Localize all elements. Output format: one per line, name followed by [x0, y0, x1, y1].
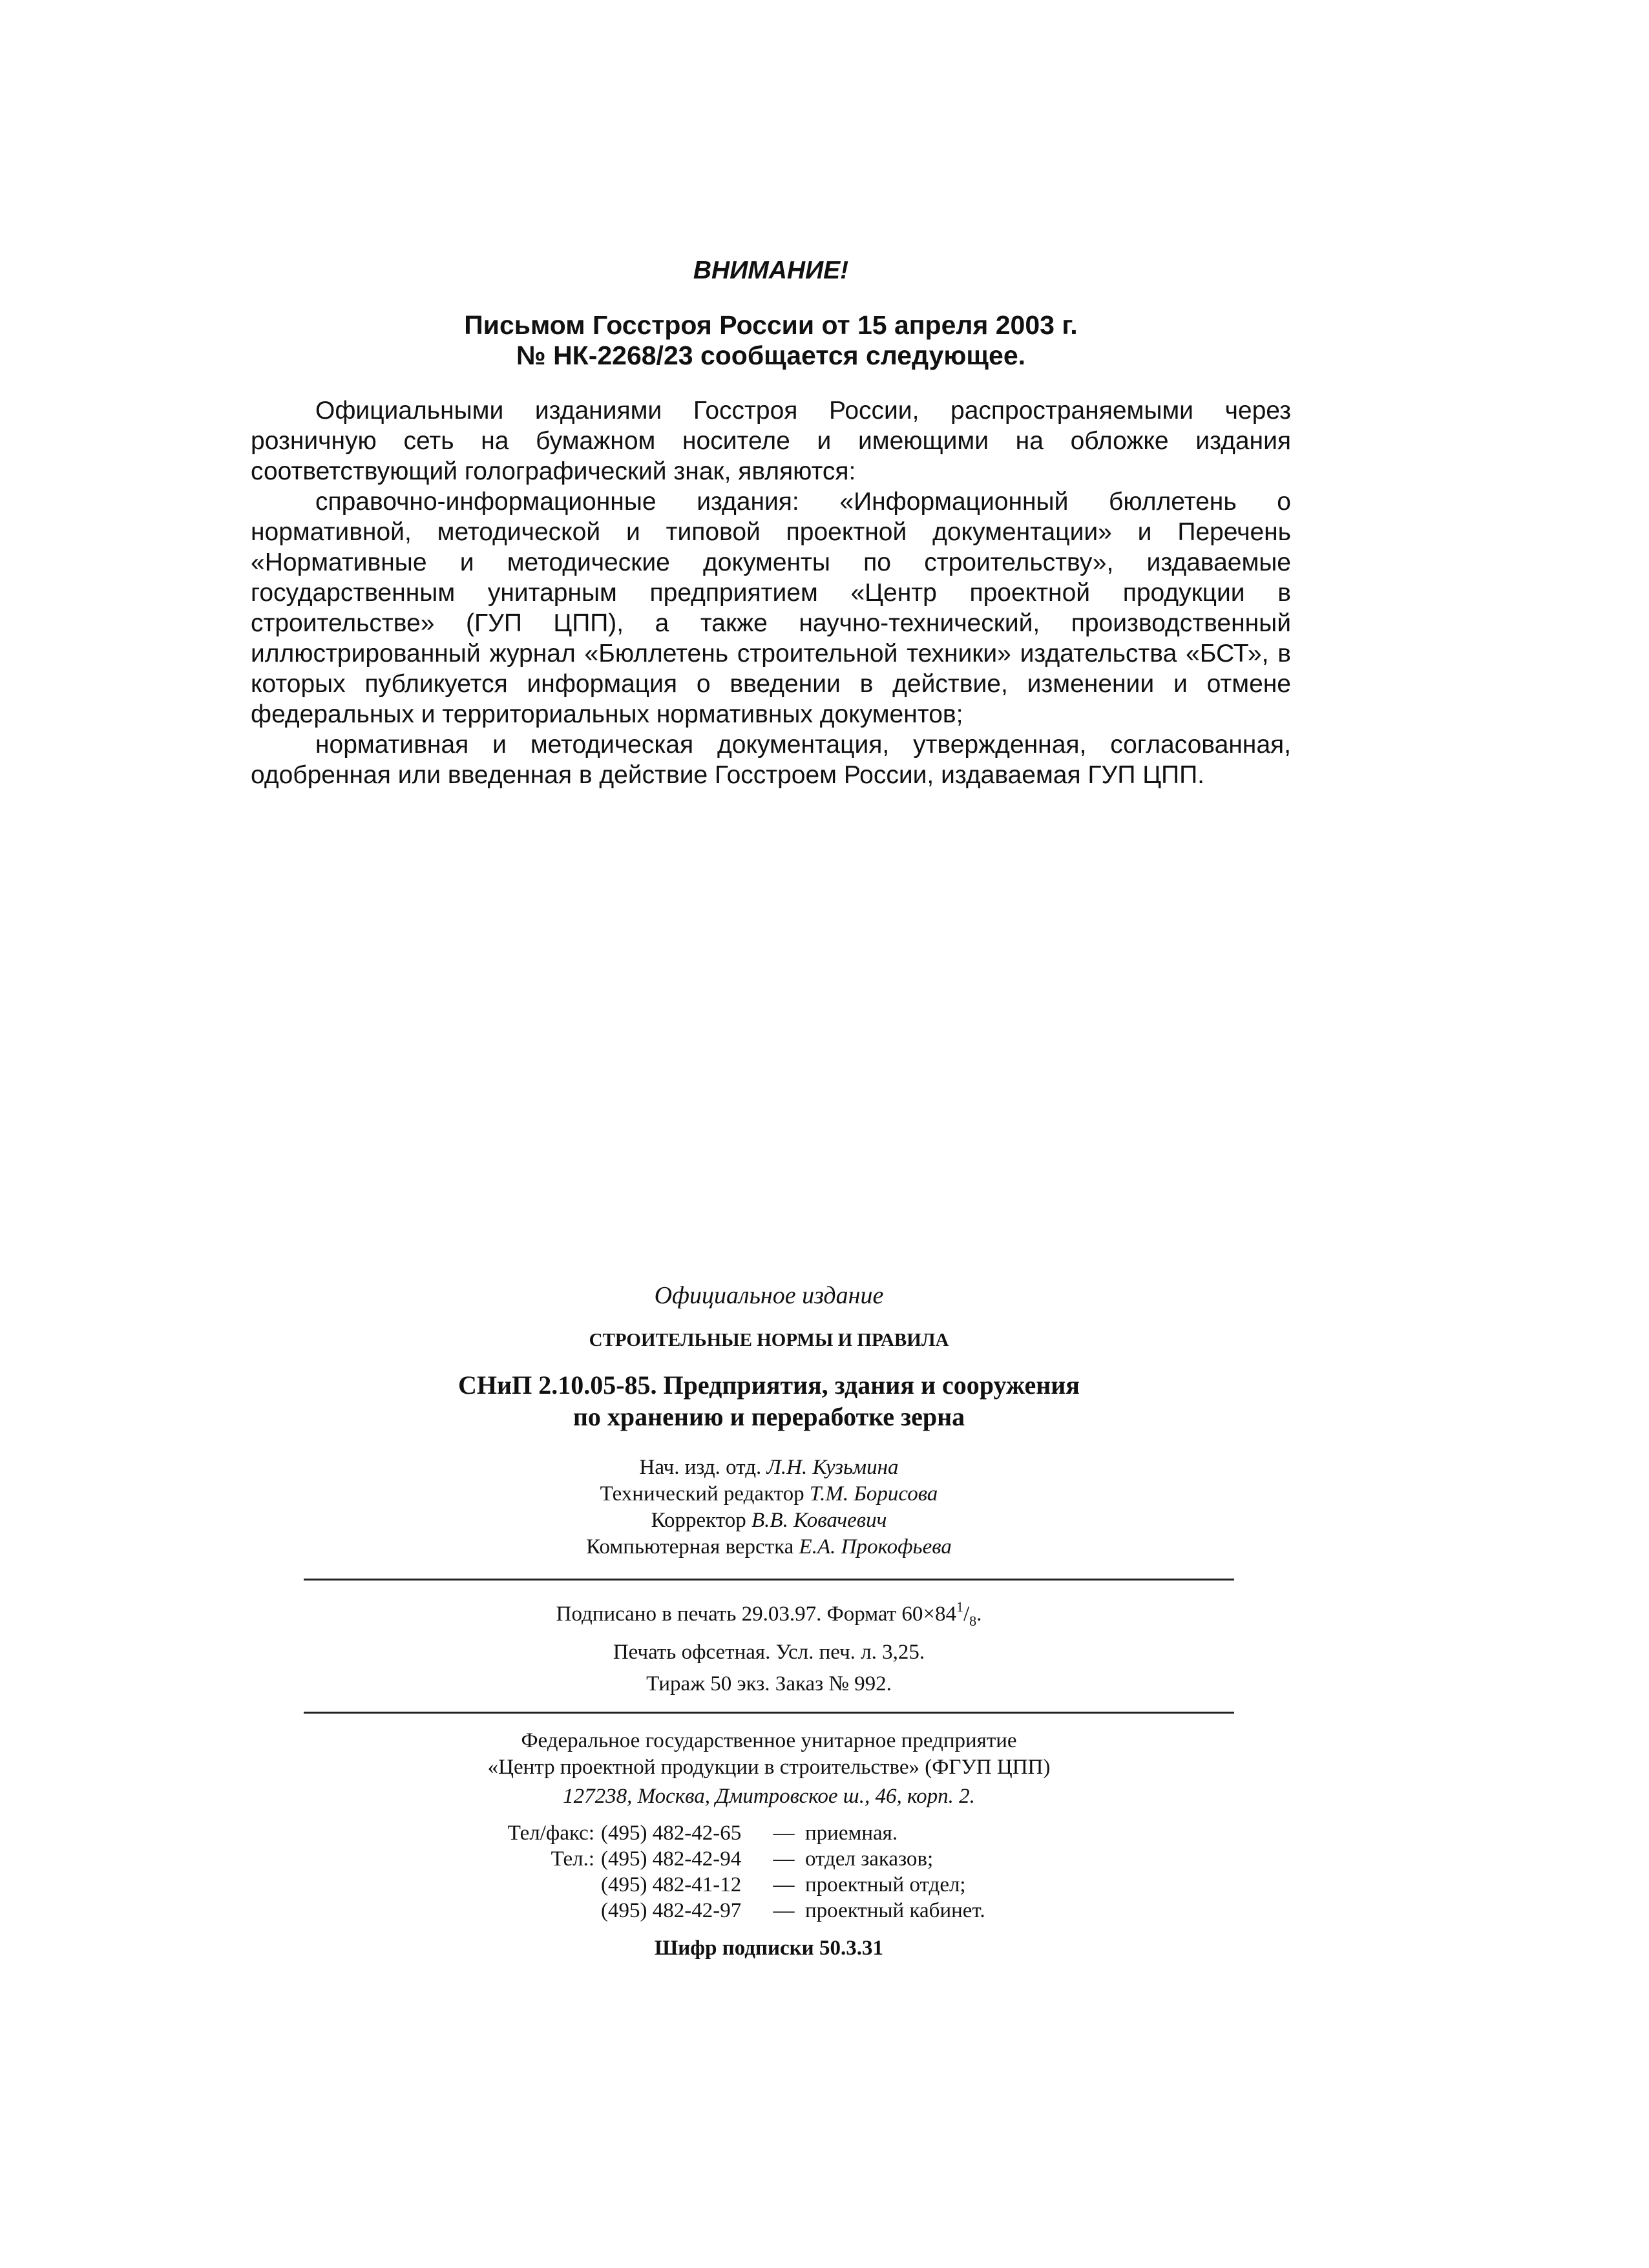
contact-row — [478, 1872, 1060, 1898]
document-title — [304, 1369, 1234, 1433]
signed-info — [304, 1591, 1234, 1637]
contact-description: проектный отдел; — [805, 1873, 966, 1896]
contact-dash: — — [773, 1822, 795, 1845]
staff-name: Т.М. Борисова — [809, 1482, 938, 1506]
format-numerator: 1 — [956, 1599, 963, 1615]
format-slash: / — [963, 1602, 970, 1626]
imprint-section — [304, 1283, 1234, 1962]
print-info — [304, 1580, 1234, 1712]
contact-dash: — — [773, 1899, 795, 1922]
series-label: СТРОИТЕЛЬНЫЕ НОРМЫ И ПРАВИЛА — [589, 1330, 949, 1350]
contact-phone: (495) 482-42-97 — [601, 1899, 742, 1922]
staff-row — [304, 1454, 1234, 1481]
publisher-line-1: Федеральное государственное унитарное предприятие — [521, 1729, 1017, 1752]
signed-text: Подписано в печать 29.03.97. Формат 60×84 — [556, 1602, 956, 1626]
contact-row — [478, 1898, 1060, 1924]
format-denominator: 8 — [969, 1613, 977, 1629]
contact-label — [478, 1898, 601, 1924]
staff-name: Е.А. Прокофьева — [799, 1535, 952, 1559]
edition-label: Официальное издание — [654, 1282, 884, 1309]
contact-row — [478, 1846, 1060, 1872]
staff-role: Нач. изд. отд. — [639, 1456, 762, 1479]
staff-list — [304, 1454, 1234, 1560]
publisher-address: 127238, Москва, Дмитровское ш., 46, корп. 2. — [563, 1785, 975, 1808]
publisher-line-2: «Центр проектной продукции в строительстве» (ФГУП ЦПП) — [487, 1756, 1051, 1779]
notice-subheading-line-1: Письмом Госстроя России от 15 апреля 2003 г. — [464, 310, 1078, 340]
notice-heading: ВНИМАНИЕ! — [693, 257, 849, 284]
subscription-code: Шифр подписки 50.3.31 — [655, 1937, 883, 1960]
notice-subheading — [251, 310, 1291, 371]
staff-row — [304, 1534, 1234, 1560]
contact-row — [478, 1820, 1060, 1846]
notice-paragraph-3: нормативная и методическая документация, утвержденная, согласованная, одобренная или введенная в действие Госстроем России, издаваемая ГУП ЦПП. — [251, 731, 1291, 789]
staff-row — [304, 1507, 1234, 1534]
contact-description: отдел заказов; — [805, 1847, 934, 1871]
contact-phone: (495) 482-41-12 — [601, 1873, 742, 1896]
print-type: Печать офсетная. Усл. печ. л. 3,25. — [613, 1641, 925, 1664]
contact-description: проектный кабинет. — [805, 1899, 985, 1922]
contact-phone: (495) 482-42-65 — [601, 1822, 742, 1845]
contact-phone: (495) 482-42-94 — [601, 1847, 742, 1871]
document-title-line-2: по хранению и переработке зерна — [572, 1402, 965, 1431]
contact-list — [478, 1820, 1060, 1924]
staff-role: Технический редактор — [600, 1482, 804, 1506]
print-run: Тираж 50 экз. Заказ № 992. — [646, 1672, 892, 1696]
contact-label: Тел.: — [551, 1847, 594, 1871]
notice-paragraph-2: справочно-информационные издания: «Информационный бюллетень о нормативной, методической и типовой проектной документации» и Перечень «Нормативные и методические документы по строительству», издаваемые государственным унитарным предприятием «Центр проектной продукции в строительстве» (ГУП ЦПП), а также научно-технический, производственный иллюстрированный журнал «Бюллетень строительной техники» издательства «БСТ», в которых публикуется информация о введении в действие, изменении и отмене федеральных и территориальных нормативных документов; — [251, 488, 1291, 728]
contact-label: Тел/факс: — [507, 1822, 594, 1845]
notice-section — [251, 255, 1291, 790]
staff-row — [304, 1481, 1234, 1507]
contact-dash: — — [773, 1847, 795, 1871]
contact-description: приемная. — [805, 1822, 898, 1845]
staff-name: В.В. Ковачевич — [751, 1509, 887, 1532]
publisher-block — [304, 1714, 1234, 1962]
contact-label — [478, 1872, 601, 1898]
contact-dash: — — [773, 1873, 795, 1896]
notice-paragraph-1: Официальными изданиями Госстроя России, распространяемыми через розничную сеть на бумажном носителе и имеющими на обложке издания соответствующий голографический знак, являются: — [251, 397, 1291, 485]
staff-role: Корректор — [651, 1509, 746, 1532]
staff-name: Л.Н. Кузьмина — [766, 1456, 899, 1479]
document-title-line-1: СНиП 2.10.05-85. Предприятия, здания и сооружения — [458, 1370, 1080, 1400]
staff-role: Компьютерная верстка — [586, 1535, 794, 1559]
signed-suffix: . — [976, 1602, 982, 1626]
notice-subheading-line-2: № НК-2268/23 сообщается следующее. — [516, 341, 1026, 370]
